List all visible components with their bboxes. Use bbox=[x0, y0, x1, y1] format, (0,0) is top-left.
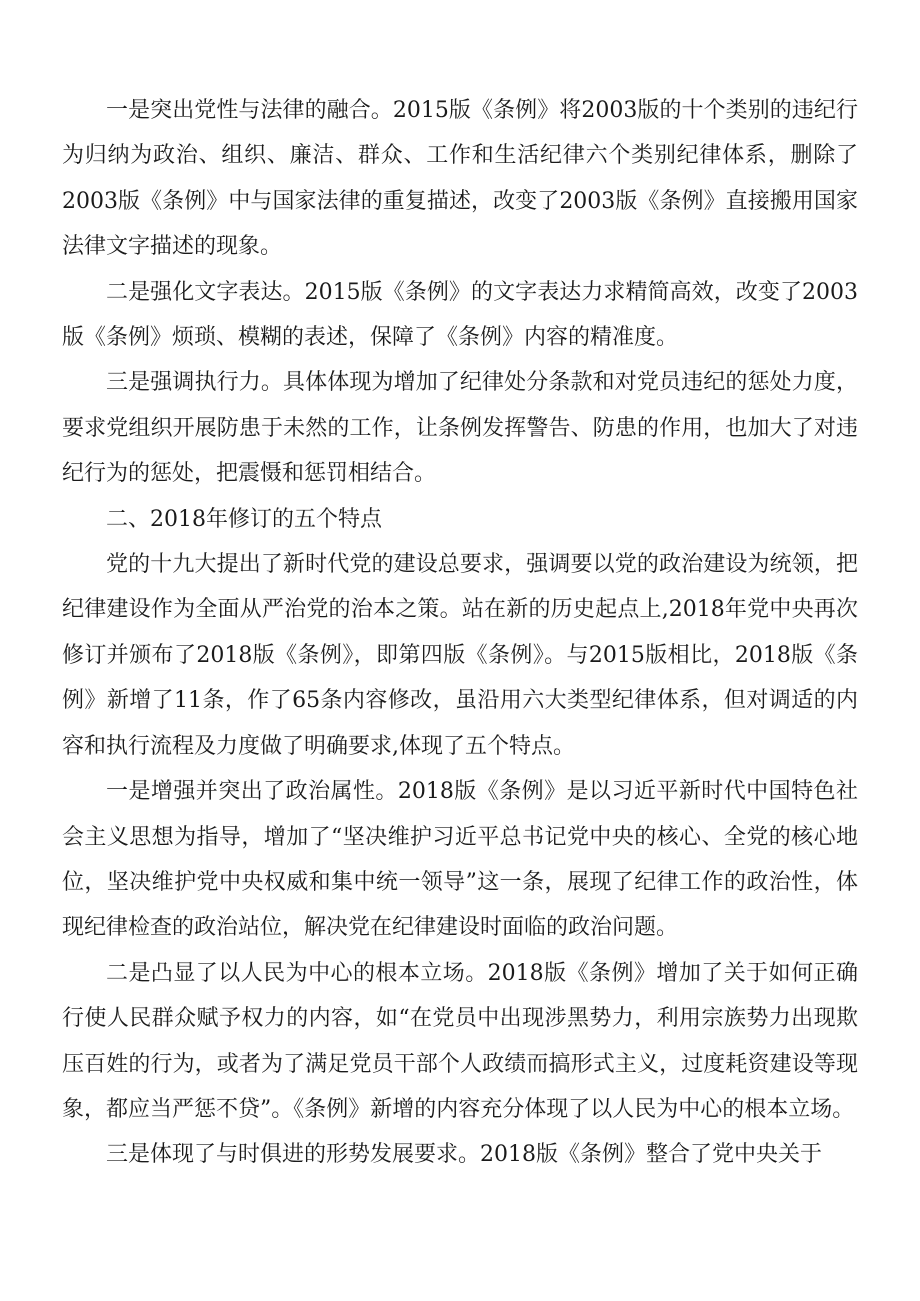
paragraph-2018-overview: 党的十九大提出了新时代党的建设总要求，强调要以党的政治建设为统领，把纪律建设作为全面从严治党的治本之策。站在新的历史起点上,2018年党中央再次修订并颁布了2018版《条例》，即第四版《条例》。与2015版相比，2018版《条例》新增了11条，作了65条内容修改，虽沿用六大类型纪律体系，但对调适的内容和执行流程及力度做了明确要求,体现了五个特点。 bbox=[62, 552, 858, 759]
paragraph-2018-people-centered: 二是凸显了以人民为中心的根本立场。2018版《条例》增加了关于如何正确行使人民群众赋予权力的内容，如“在党员中出现涉黑势力，利用宗族势力出现欺压百姓的行为，或者为了满足党员干部个人政绩而搞形式主义，过度耗资建设等现象，都应当严惩不贷”。《条例》新增的内容充分体现了以人民为中心的根本立场。 bbox=[62, 960, 858, 1122]
paragraph-2018-keep-pace: 三是体现了与时俱进的形势发展要求。2018版《条例》整合了党中央关于 bbox=[106, 1142, 822, 1168]
section-heading-2018-features: 二、2018年修订的五个特点 bbox=[106, 506, 382, 532]
paragraph-2018-political-attribute: 一是增强并突出了政治属性。2018版《条例》是以习近平新时代中国特色社会主义思想为指导，增加了“坚决维护习近平总书记党中央的核心、全党的核心地位，坚决维护党中央权威和集中统一领导”这一条，展现了纪律工作的政治性，体现纪律检查的政治站位，解决党在纪律建设时面临的政治问题。 bbox=[62, 779, 858, 941]
paragraph-2015-execution: 三是强调执行力。具体体现为增加了纪律处分条款和对党员违纪的惩处力度，要求党组织开展防患于未然的工作，让条例发挥警告、防患的作用，也加大了对违纪行为的惩处，把震慑和惩罚相结合。 bbox=[62, 370, 858, 487]
paragraph-2015-party-law-fusion: 一是突出党性与法律的融合。2015版《条例》将2003版的十个类别的违纪行为归纳为政治、组织、廉洁、群众、工作和生活纪律六个类别纪律体系，删除了2003版《条例》中与国家法律的重复描述，改变了2003版《条例》直接搬用国家法律文字描述的现象。 bbox=[62, 98, 858, 260]
document-body bbox=[62, 88, 858, 1178]
paragraph-2015-text-expression: 二是强化文字表达。2015版《条例》的文字表达力求精简高效，改变了2003版《条例》烦琐、模糊的表述，保障了《条例》内容的精准度。 bbox=[62, 279, 858, 351]
